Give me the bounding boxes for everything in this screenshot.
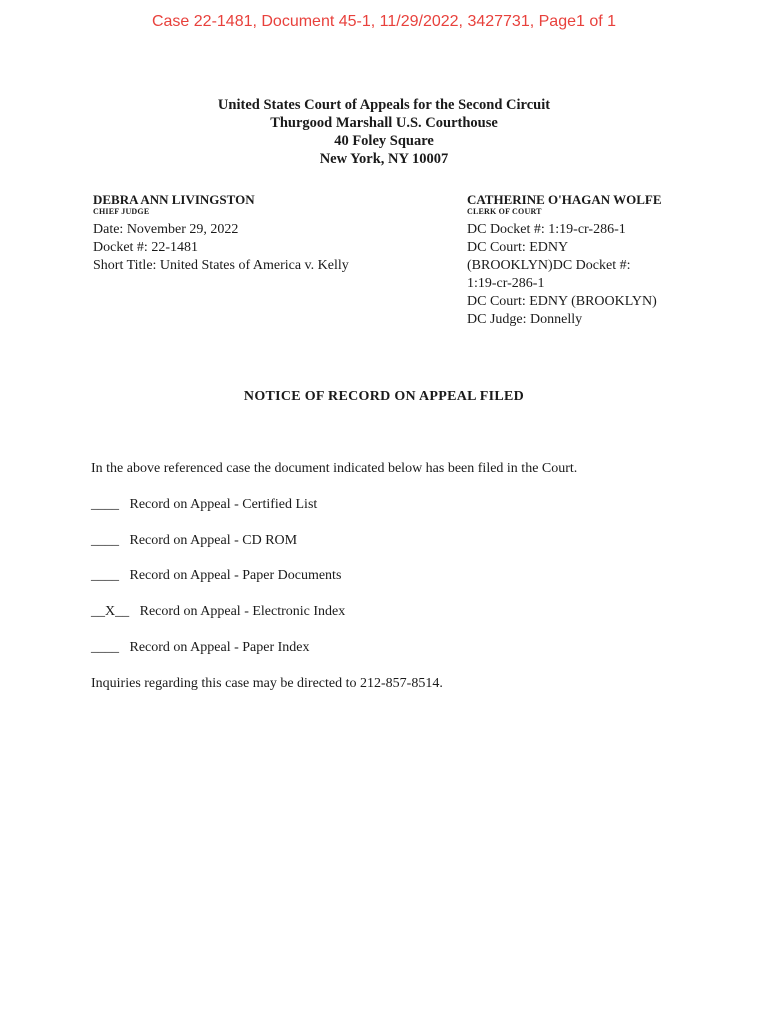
dc-docket-line: DC Docket #: 1:19-cr-286-1 — [467, 222, 626, 237]
clerk-block — [467, 192, 707, 329]
record-item-paper-documents: ____ Record on Appeal - Paper Documents — [91, 568, 342, 584]
intro-text: In the above referenced case the document indicated below has been filed in the Court. — [91, 461, 578, 476]
dc-docket-number-line: 1:19-cr-286-1 — [467, 276, 545, 291]
city-address: New York, NY 10007 — [319, 151, 449, 167]
record-item-paper-index: ____ Record on Appeal - Paper Index — [91, 639, 310, 655]
record-item-certified-list: ____ Record on Appeal - Certified List — [91, 497, 318, 512]
clerk-name: CATHERINE O'HAGAN WOLFE — [467, 192, 662, 207]
court-header — [0, 96, 768, 168]
court-name: United States Court of Appeals for the Second Circuit — [217, 97, 551, 113]
chief-judge-block — [93, 192, 423, 275]
street-address: 40 Foley Square — [334, 133, 434, 149]
dc-court-full-line: DC Court: EDNY (BROOKLYN) — [467, 294, 657, 309]
chief-judge-name: DEBRA ANN LIVINGSTON — [93, 192, 255, 207]
record-item-cd-rom: ____ Record on Appeal - CD ROM — [91, 532, 298, 548]
date-line: Date: November 29, 2022 — [93, 222, 239, 237]
dc-court-line: DC Court: EDNY — [467, 240, 569, 255]
clerk-title: CLERK OF COURT — [467, 207, 542, 216]
docket-line: Docket #: 22-1481 — [93, 240, 198, 255]
dc-judge-line: DC Judge: Donnelly — [467, 312, 583, 327]
dc-court-continued-line: (BROOKLYN)DC Docket #: — [467, 258, 631, 273]
notice-title: NOTICE OF RECORD ON APPEAL FILED — [243, 389, 525, 404]
case-stamp: Case 22-1481, Document 45-1, 11/29/2022, 3427731, Page1 of 1 — [151, 13, 617, 30]
chief-judge-title: CHIEF JUDGE — [93, 207, 150, 216]
short-title-line: Short Title: United States of America v. Kelly — [93, 258, 349, 273]
inquiries-text: Inquiries regarding this case may be directed to 212-857-8514. — [91, 676, 443, 691]
record-item-list — [91, 497, 345, 675]
record-item-electronic-index: __X__ Record on Appeal - Electronic Index — [91, 604, 346, 620]
courthouse-name: Thurgood Marshall U.S. Courthouse — [270, 115, 498, 131]
